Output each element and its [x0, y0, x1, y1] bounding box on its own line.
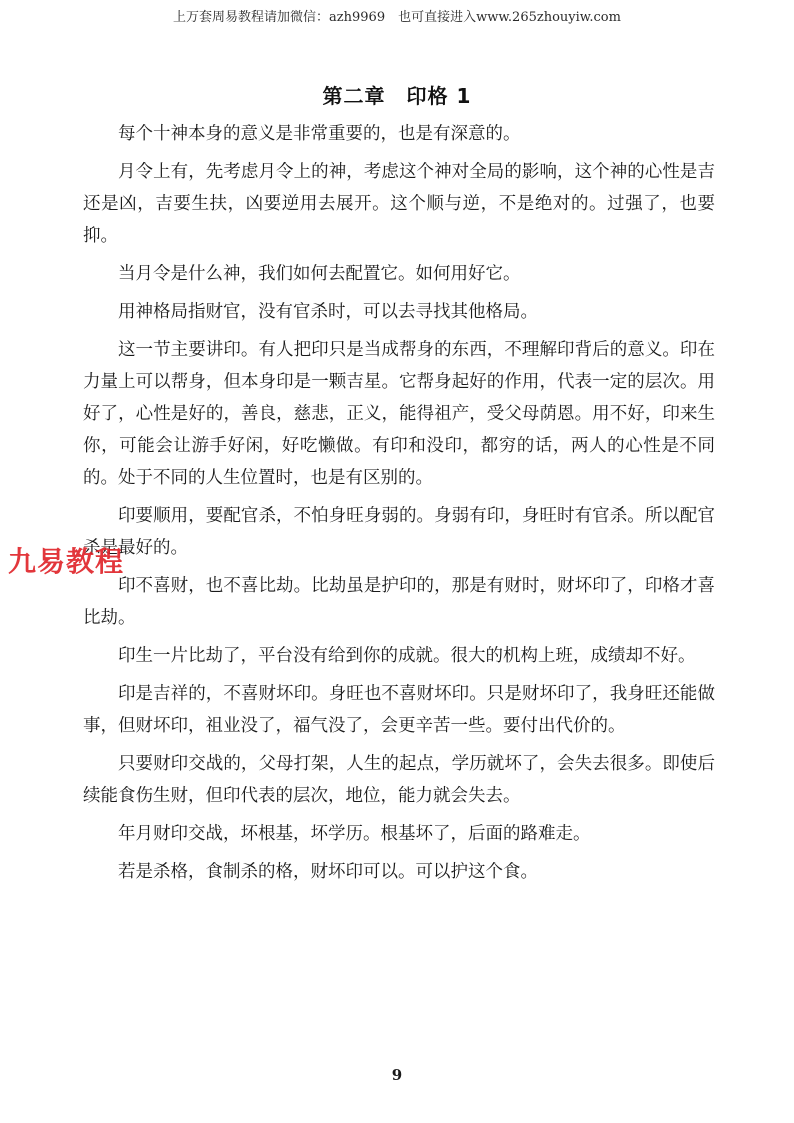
paragraph: 印是吉祥的，不喜财坏印。身旺也不喜财坏印。只是财坏印了，我身旺还能做事，但财坏印，祖业没了，福气没了，会更辛苦一些。要付出代价的。: [83, 684, 715, 736]
paragraph: 印要顺用，要配官杀，不怕身旺身弱的。身弱有印，身旺时有官杀。所以配官杀是最好的。: [83, 506, 715, 558]
body-text: [83, 118, 715, 894]
paragraph: 只要财印交战的，父母打架，人生的起点，学历就坏了，会失去很多。即使后续能食伤生财，但印代表的层次，地位，能力就会失去。: [83, 754, 715, 806]
paragraph: 印生一片比劫了，平台没有给到你的成就。很大的机构上班，成绩却不好。: [118, 646, 696, 666]
paragraph: 月令上有，先考虑月令上的神，考虑这个神对全局的影响，这个神的心性是吉还是凶，吉要生扶，凶要逆用去展开。这个顺与逆，不是绝对的。过强了，也要抑。: [83, 162, 715, 246]
chapter-title: 第二章 印格 1: [322, 84, 472, 108]
page-number: 9: [391, 1066, 403, 1084]
paragraph: 印不喜财，也不喜比劫。比劫虽是护印的，那是有财时，财坏印了，印格才喜比劫。: [83, 576, 715, 628]
paragraph: 这一节主要讲印。有人把印只是当成帮身的东西，不理解印背后的意义。印在力量上可以帮身，但本身印是一颗吉星。它帮身起好的作用，代表一定的层次。用好了，心性是好的，善良，慈悲，正义，能得祖产，受父母荫恩。用不好，印来生你，可能会让游手好闲，好吃懒做。有印和没印，都穷的话，两人的心性是不同的。处于不同的人生位置时，也是有区别的。: [83, 340, 715, 488]
paragraph: 每个十神本身的意义是非常重要的，也是有深意的。: [118, 124, 521, 144]
paragraph: 年月财印交战，坏根基，坏学历。根基坏了，后面的路难走。: [118, 824, 591, 844]
paragraph: 若是杀格，食制杀的格，财坏印可以。可以护这个食。: [118, 862, 538, 882]
paragraph: 当月令是什么神，我们如何去配置它。如何用好它。: [118, 264, 521, 284]
paragraph: 用神格局指财官，没有官杀时，可以去寻找其他格局。: [118, 302, 538, 322]
header-note: 上万套周易教程请加微信：azh9969 也可直接进入www.265zhouyiw.com: [173, 10, 621, 25]
watermark-logo: 九易教程: [8, 545, 125, 578]
